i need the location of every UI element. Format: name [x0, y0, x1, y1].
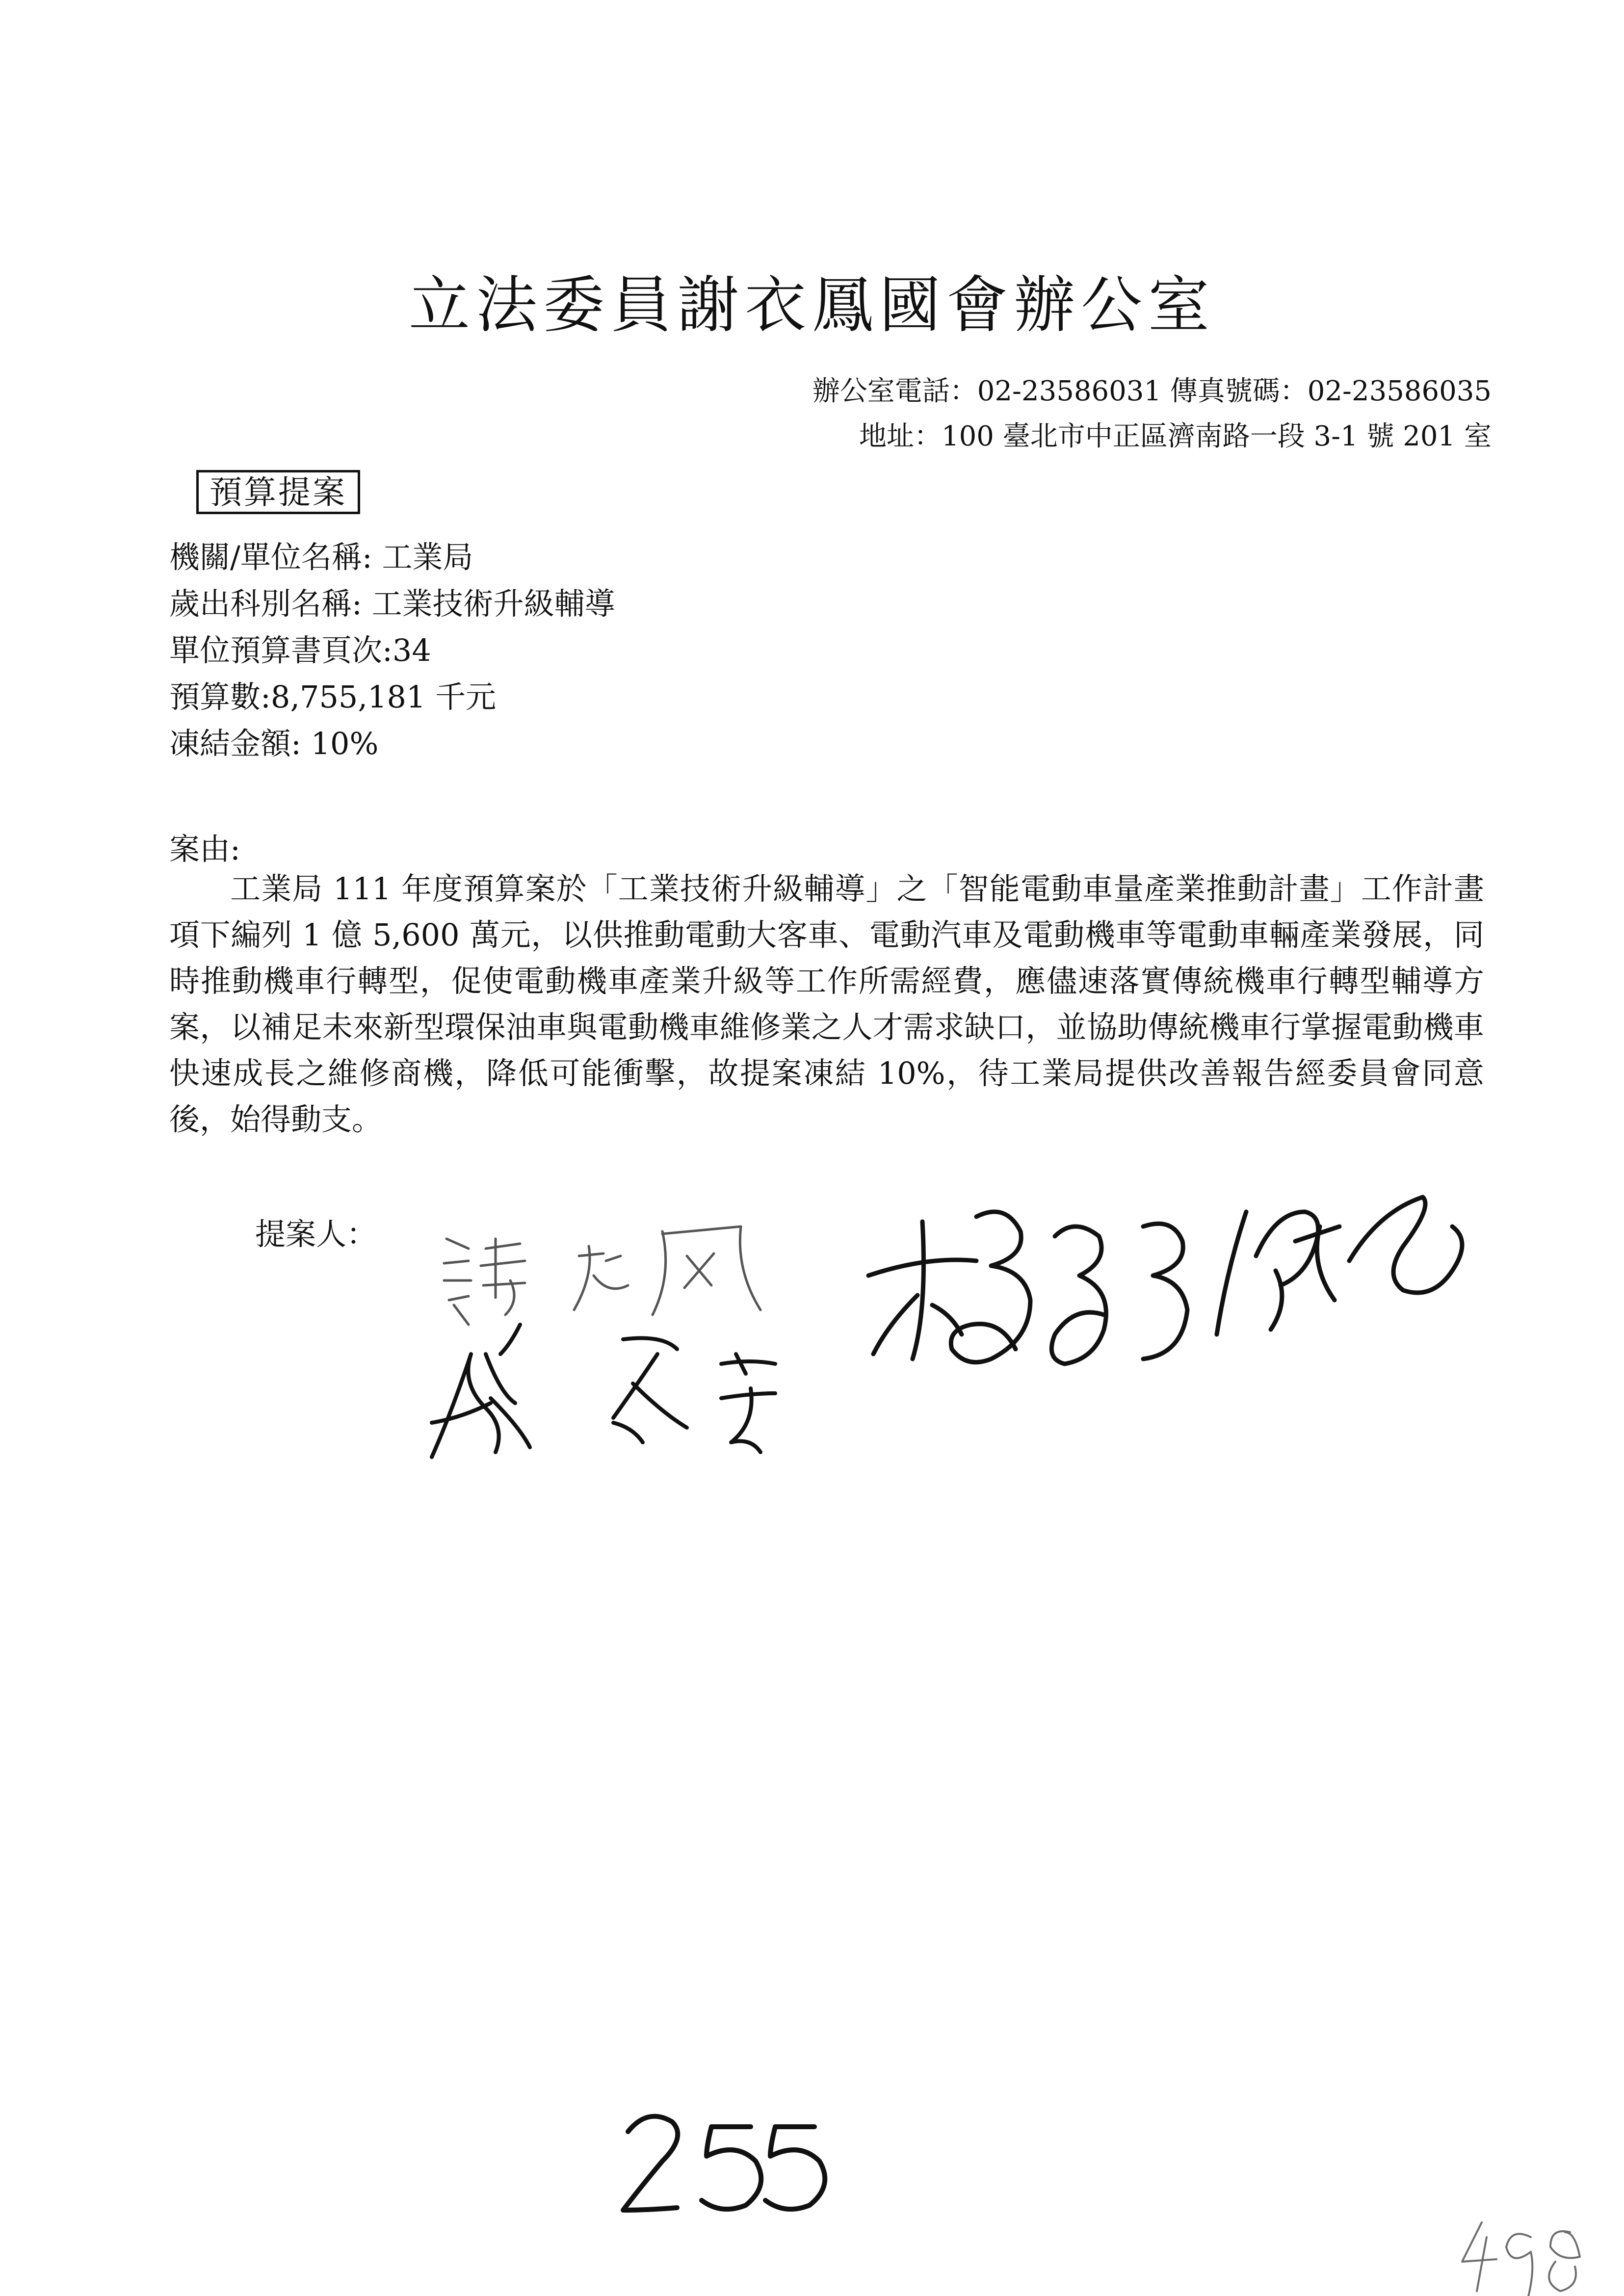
document-type-label: 預算提案 [196, 470, 360, 514]
signature-3 [432, 1325, 775, 1457]
signature-1 [444, 1226, 760, 1325]
field-expenditure-category: 歲出科別名稱: 工業技術升級輔導 [169, 586, 615, 622]
letterhead-title: 立法委員謝衣鳳國會辦公室 [409, 270, 1215, 341]
reason-body: 工業局 111 年度預算案於「工業技術升級輔導」之「智能電動車量產業推動計畫」工作計畫項下編列 1 億 5,600 萬元，以供推動電動大客車、電動汽車及電動機車等電動車輛產業發展，同時推動機車行轉型，促使電動機車產業升級等工作所需經費，應儘速落實傳統機車行轉型輔導方案，以補足未來新型環保油車與電動機車維修業之人才需求缺口，並協助傳統機車行掌握電動機車快速成長之維修商機，降低可能衝擊，故提案凍結 10%，待工業局提供改善報告經委員會同意後，始得動支。 [169, 871, 1484, 1137]
field-budget-amount: 預算數:8,755,181 千元 [169, 679, 497, 715]
handwritten-page-number-498 [1462, 2222, 1580, 2296]
field-frozen-amount: 凍結金額: 10% [169, 726, 379, 761]
field-budget-page: 單位預算書頁次:34 [169, 632, 431, 668]
reason-heading: 案由: [169, 831, 240, 867]
proposer-label: 提案人： [255, 1216, 377, 1252]
field-agency: 機關/單位名稱: 工業局 [169, 539, 473, 575]
handwritten-page-number-255 [623, 2116, 825, 2210]
signature-2 [868, 1197, 1462, 1364]
contact-address-line: 地址：100 臺北市中正區濟南路一段 3-1 號 201 室 [859, 420, 1492, 452]
contact-phone-line: 辦公室電話：02-23586031 傳真號碼：02-23586035 [812, 375, 1492, 407]
